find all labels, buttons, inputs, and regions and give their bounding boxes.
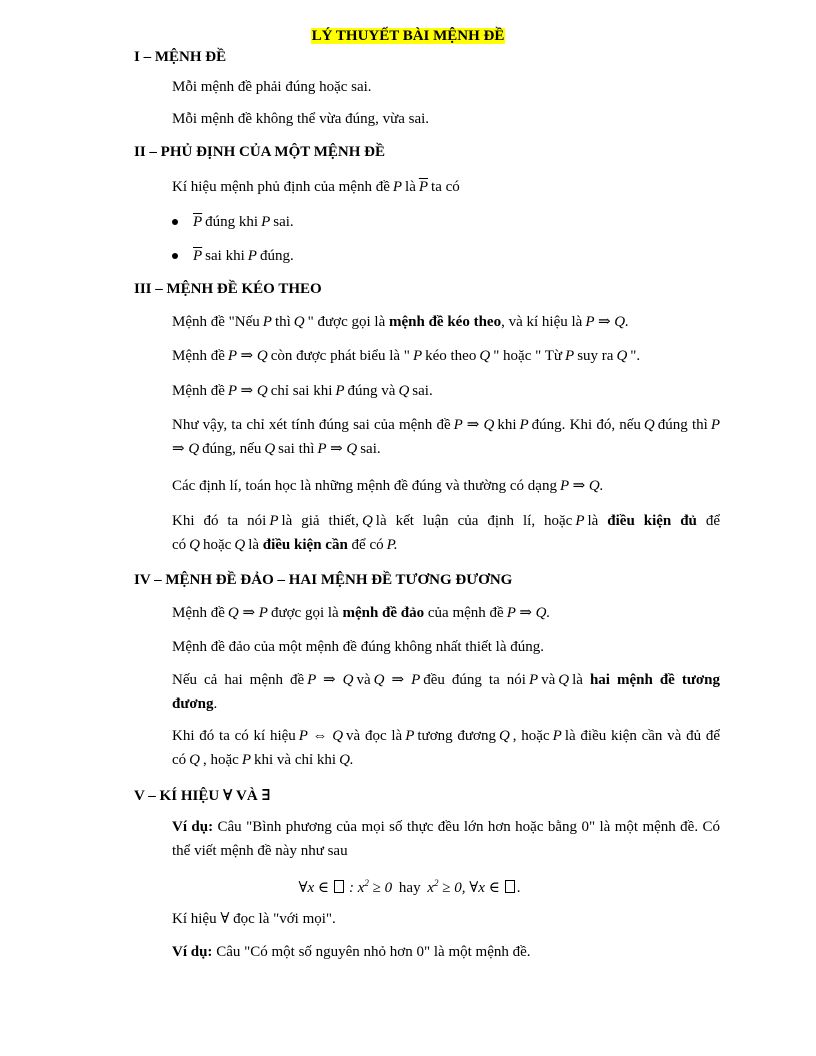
s4-p3-b: và: [356, 672, 371, 688]
s3-p6-bold2: điều kiện cần: [262, 537, 348, 553]
real-set-symbol: [334, 880, 344, 893]
s5-para-2: Kí hiệu ∀ đọc là "với mọi".: [172, 911, 336, 927]
s3-p2-b: còn được phát biểu là ": [270, 348, 410, 364]
s3-para-3: Mệnh đề P ⇒ Q chỉ sai khi P đúng và Q sai.: [172, 383, 433, 399]
s4-para-2: Mệnh đề đảo của một mệnh đề đúng không nhất thiết là đúng.: [172, 639, 545, 655]
s3-p4-a: Như vậy, ta chỉ xét tính đúng sai của mệnh đề: [172, 417, 451, 433]
page-title-text: LÝ THUYẾT BÀI MỆNH ĐỀ: [311, 28, 505, 44]
page-title: [0, 27, 816, 45]
s3-para-5: Các định lí, toán học là những mệnh đề đúng và thường có dạng P ⇒ Q.: [172, 478, 604, 494]
bullet-dot: [172, 253, 178, 259]
s4-p4-f: , hoặc: [203, 752, 239, 768]
s1-line-1: Mỗi mệnh đề phải đúng hoặc sai.: [172, 79, 372, 95]
s3-p3-a: Mệnh đề: [172, 383, 225, 399]
s3-p6-f: hoặc: [203, 537, 232, 553]
s3-p4-d: đúng thì: [657, 417, 708, 433]
s3-p2-c: kéo theo: [425, 348, 477, 364]
s4-p4-e: là điều kiện cần và đủ để có: [172, 728, 720, 768]
s3-p6-d: là: [587, 513, 599, 529]
s3-p4-b: khi: [497, 417, 517, 433]
s3-p6-e: để có: [172, 513, 720, 553]
s3-p4-e: đúng, nếu: [202, 441, 262, 457]
bullet-dot: [172, 219, 178, 225]
s3-p3-b: chỉ sai khi: [270, 383, 333, 399]
s4-p1-a: Mệnh đề: [172, 605, 225, 621]
section-3-heading: III – MỆNH ĐỀ KÉO THEO: [134, 281, 322, 297]
s3-p6-bold1: điều kiện đủ: [607, 513, 697, 529]
s3-p6-a: Khi đó ta nói: [172, 513, 267, 529]
s3-p6-g: là: [248, 537, 260, 553]
s3-p3-c: đúng và: [347, 383, 396, 399]
s3-p2-d: " hoặc " Từ: [493, 348, 563, 364]
s3-p2-e: suy ra: [577, 348, 614, 364]
s3-p5: Các định lí, toán học là những mệnh đề đúng và thường có dạng: [172, 478, 557, 494]
s2-bullet-2: $\overline{P}$ sai khi P đúng.: [172, 246, 294, 266]
s5-formula-hay: hay: [398, 880, 421, 896]
s4-p4-g: khi và chỉ khi: [254, 752, 337, 768]
section-5-heading: V – KÍ HIỆU ∀ VÀ ∃: [134, 788, 271, 804]
s3-p1-d: , và kí hiệu là: [501, 314, 583, 330]
s5-ex2-label: Ví dụ:: [172, 944, 213, 960]
section-2-heading: II – PHỦ ĐỊNH CỦA MỘT MỆNH ĐỀ: [134, 144, 385, 160]
section-4-heading: IV – MỆNH ĐỀ ĐẢO – HAI MỆNH ĐỀ TƯƠNG ĐƯƠNG: [134, 572, 513, 588]
s2-intro: Kí hiệu mệnh phủ định của mệnh đề P là $\overline{P}$ ta có: [172, 179, 460, 195]
s2-intro-c: ta có: [431, 179, 460, 195]
s4-p3-e: là: [572, 672, 583, 688]
s5-example-2: [172, 940, 720, 964]
s3-p4-f: sai thì: [278, 441, 315, 457]
s4-p4-d: , hoặc: [512, 728, 550, 744]
s3-para-1: Mệnh đề "Nếu P thì Q " được gọi là mệnh đề kéo theo, và kí hiệu là P ⇒ Q.: [172, 314, 629, 330]
s3-p1-b: thì: [274, 314, 291, 330]
s2-b2-text: sai khi: [205, 248, 245, 264]
s4-para-3: Nếu cả hai mệnh đề P ⇒ Q và Q ⇒ P đều đúng ta nói P và Q là hai mệnh đề tương đương.: [172, 672, 720, 712]
s4-para-1: Mệnh đề Q ⇒ P được gọi là mệnh đề đảo của mệnh đề P ⇒ Q.: [172, 605, 551, 621]
s5-ex1-text: Câu "Bình phương của mọi số thực đều lớn hơn hoặc bằng 0" là một mệnh đề. Có thể viết mệnh đề này như sau: [172, 819, 720, 859]
s4-p3-d: và: [541, 672, 556, 688]
s5-ex2-text: Câu "Có một số nguyên nhỏ hơn 0" là một mệnh đề.: [216, 944, 531, 960]
s3-p2-f: ".: [630, 348, 641, 364]
s3-p1-a: Mệnh đề "Nếu: [172, 314, 260, 330]
s4-p1-bold: mệnh đề đảo: [342, 605, 425, 621]
s4-p3-c: đều đúng ta nói: [423, 672, 526, 688]
s4-p4-b: và đọc là: [346, 728, 403, 744]
s3-p1-bold: mệnh đề kéo theo: [388, 314, 502, 330]
s3-p4-c: đúng. Khi đó, nếu: [531, 417, 641, 433]
s3-p1-c: " được gọi là: [307, 314, 386, 330]
s3-p6-h: để có: [351, 537, 384, 553]
s3-para-4: Như vậy, ta chỉ xét tính đúng sai của mệnh đề P ⇒ Q khi P đúng. Khi đó, nếu Q đúng thì P ⇒ Q đúng, nếu Q sai thì P ⇒ Q sai.: [172, 417, 720, 457]
s4-p1-c: của mệnh đề: [427, 605, 504, 621]
s3-para-6: Khi đó ta nói P là giả thiết, Q là kết luận của định lí, hoặc P là điều kiện đủ để có Q hoặc Q là điều kiện cần để có P.: [172, 513, 720, 553]
s2-intro-b: là: [405, 179, 416, 195]
s2-b1-text: đúng khi: [205, 214, 259, 230]
s4-para-4: Khi đó ta có kí hiệu P ⇔ Q và đọc là P tương đương Q , hoặc P là điều kiện cần và đủ để có Q , hoặc P khi và chỉ khi Q.: [172, 728, 720, 768]
s2-b1-end: sai.: [273, 214, 294, 230]
section-1-heading: I – MỆNH ĐỀ: [134, 49, 227, 65]
s4-p3-a: Nếu cả hai mệnh đề: [172, 672, 305, 688]
s3-p2-a: Mệnh đề: [172, 348, 225, 364]
s3-p4-g: sai.: [360, 441, 381, 457]
s3-p3-d: sai.: [412, 383, 433, 399]
s4-p3-bold: hai mệnh đề tương đương: [172, 672, 720, 712]
s5-formula: ∀x ∈ : $x^2 \ge 0$ hay $x^2 \ge 0$, ∀x ∈ .: [298, 878, 521, 896]
s2-intro-a: Kí hiệu mệnh phủ định của mệnh đề: [172, 179, 390, 195]
s3-p6-c: là kết luận của định lí, hoặc: [375, 513, 573, 529]
s1-line-2: Mỗi mệnh đề không thể vừa đúng, vừa sai.: [172, 111, 430, 127]
s3-para-2: Mệnh đề P ⇒ Q còn được phát biểu là " P kéo theo Q " hoặc " Từ P suy ra Q ".: [172, 348, 641, 364]
s2-bullet-1: $\overline{P}$ đúng khi P sai.: [172, 212, 294, 232]
s2-b2-end: đúng.: [259, 248, 294, 264]
s5-ex1-label: Ví dụ:: [172, 819, 214, 835]
s3-p6-b: là giả thiết,: [281, 513, 359, 529]
s4-p4-c: tương đương: [417, 728, 496, 744]
real-set-symbol: [505, 880, 515, 893]
s4-p4-a: Khi đó ta có kí hiệu: [172, 728, 296, 744]
s4-p1-b: được gọi là: [270, 605, 339, 621]
s5-example-1: [172, 815, 720, 863]
